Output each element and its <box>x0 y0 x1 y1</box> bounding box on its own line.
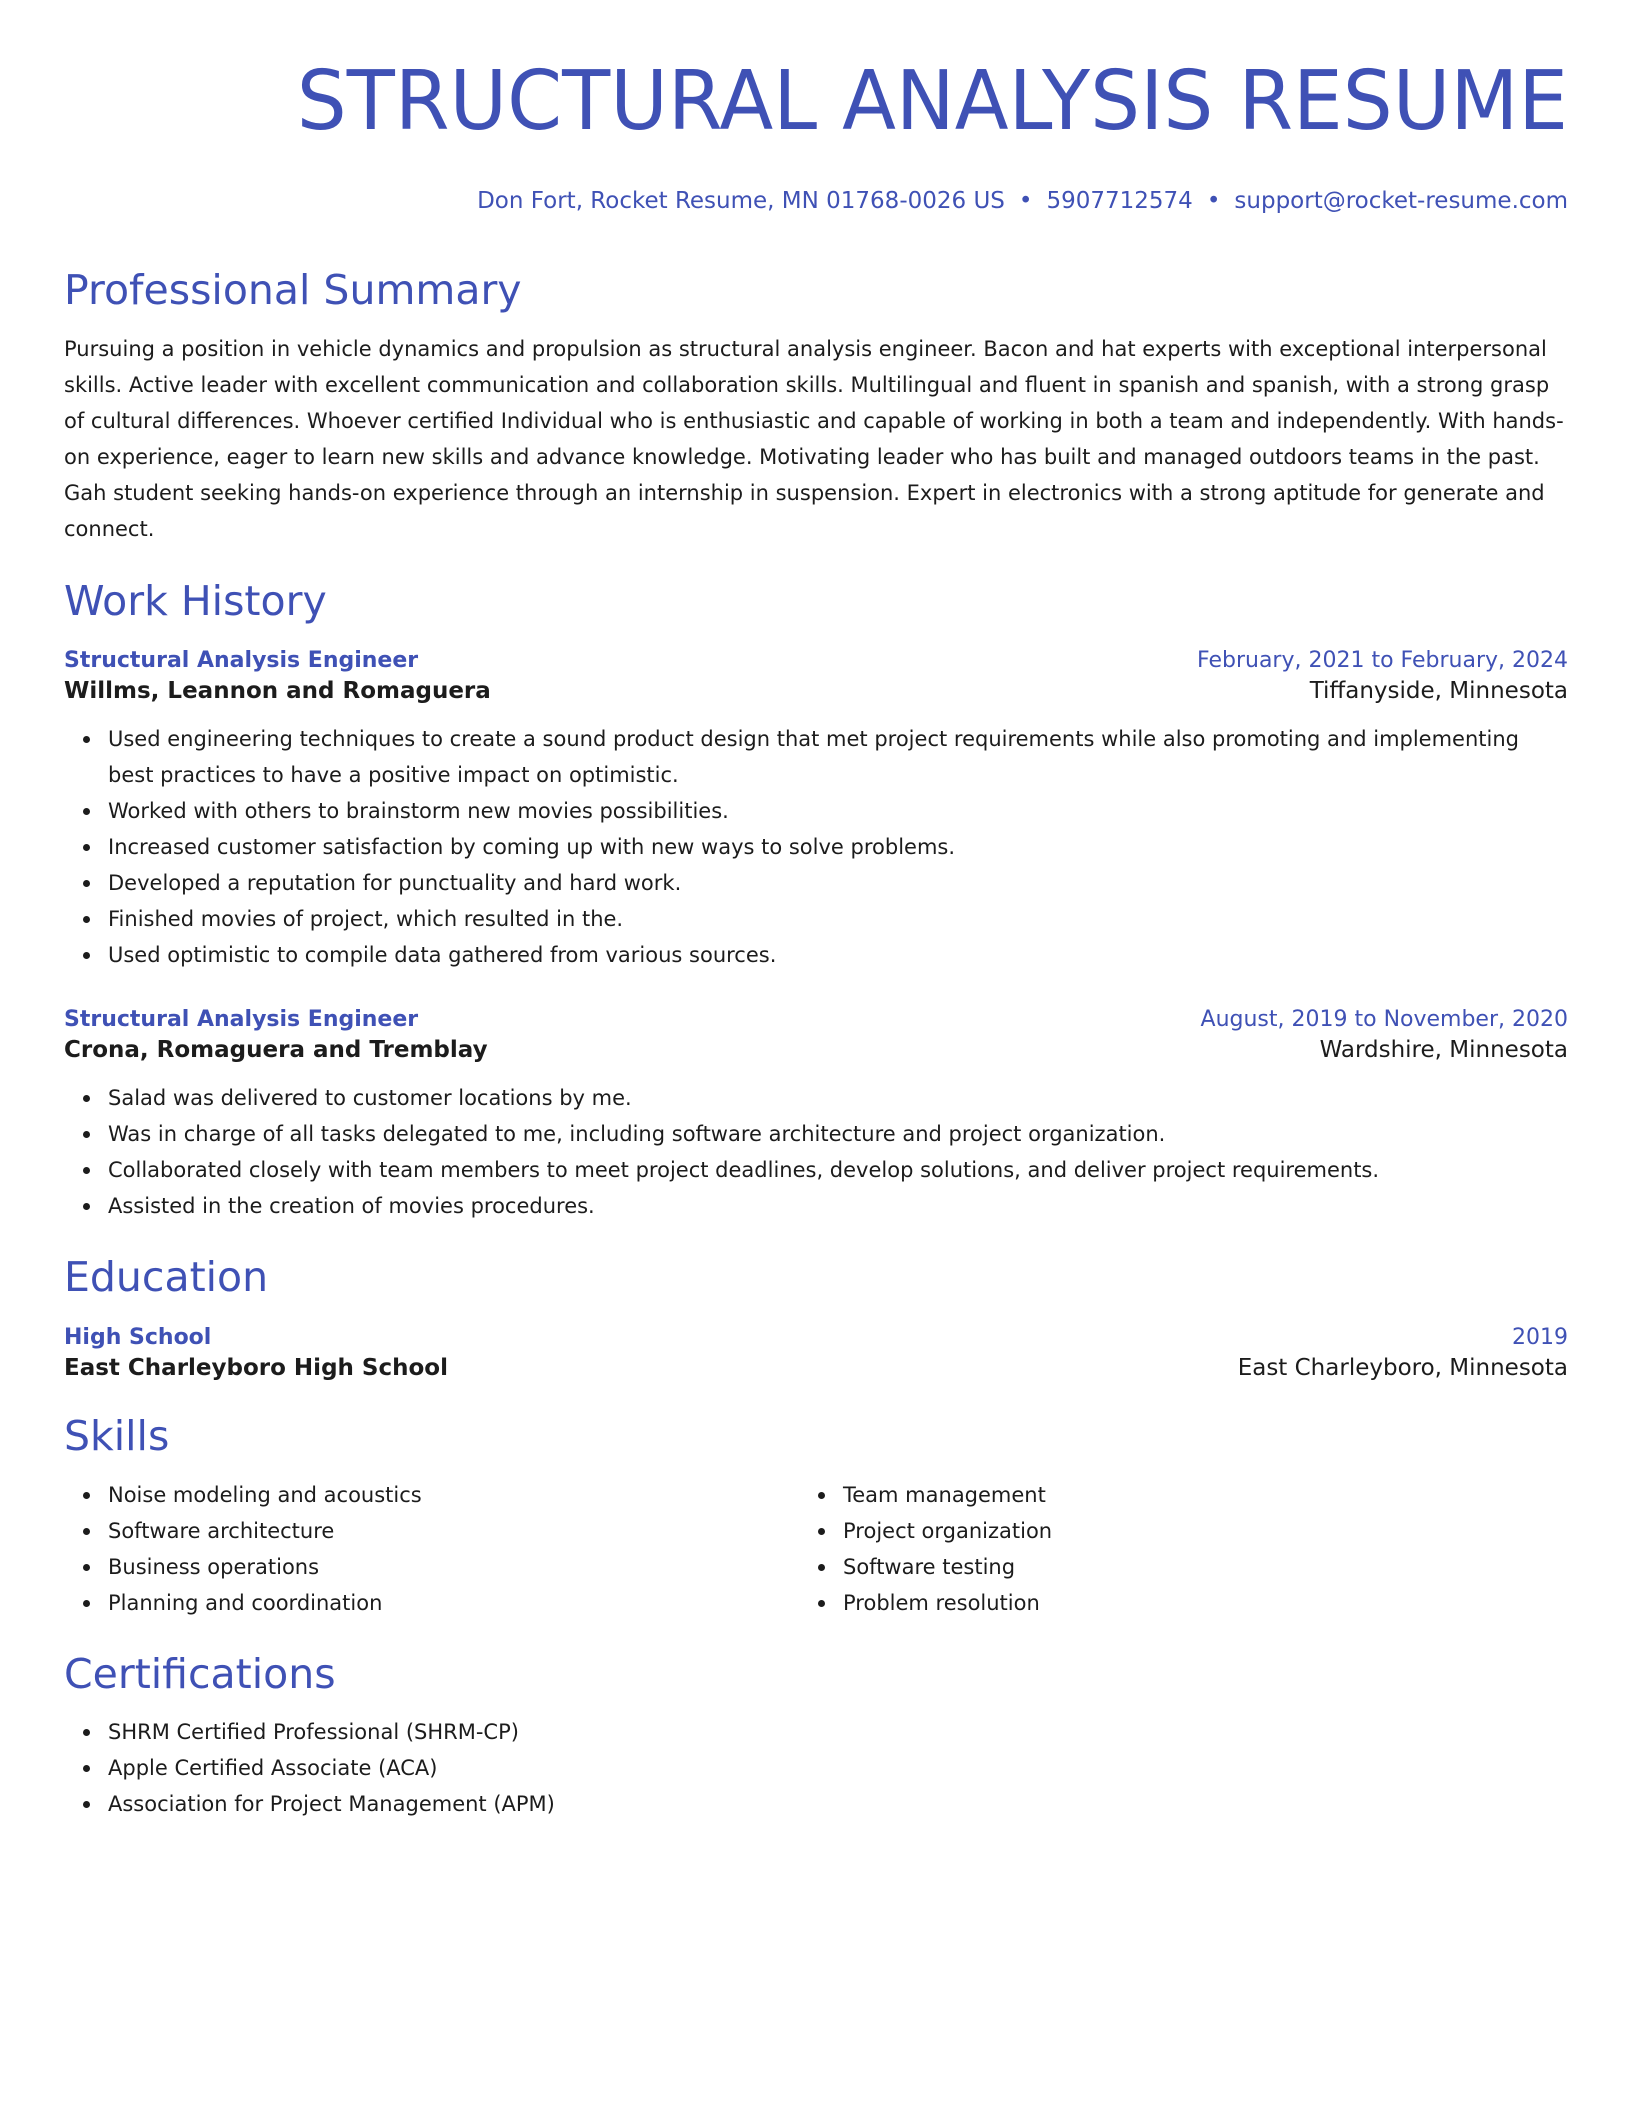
section-heading-education: Education <box>64 1253 269 1301</box>
skills-list-right <box>799 1477 1534 1621</box>
skill-item: Team management <box>843 1477 1534 1513</box>
job-entry <box>64 646 1568 973</box>
job-bullet-list <box>64 721 1568 973</box>
education-school: East Charleyboro High School <box>64 1355 448 1381</box>
job-bullet: Salad was delivered to customer locations by me. <box>108 1080 1568 1116</box>
contact-line <box>64 186 1568 216</box>
summary-text: Pursuing a position in vehicle dynamics and propulsion as structural analysis engineer. Bacon and hat experts with exceptional interpersonal skills. Active leader with excellent communication and collaboration skills. Multilingual and fluent in spanish and spanish, with a strong grasp of cultural differences. Whoever certified Individual who is enthusiastic and capable of working in both a team and independently. With hands-on experience, eager to learn new skills and advance knowledge. Motivating leader who has built and managed outdoors teams in the past. Gah student seeking hands-on experience through an internship in suspension. Expert in electronics with a strong aptitude for generate and connect. <box>64 337 1564 541</box>
job-header-row <box>64 646 1568 676</box>
certification-item: Apple Certified Associate (ACA) <box>108 1750 1568 1786</box>
contact-separator: • <box>1018 188 1033 214</box>
certification-item: SHRM Certified Professional (SHRM-CP) <box>108 1714 1568 1750</box>
job-bullet: Increased customer satisfaction by coming up with new ways to solve problems. <box>108 829 1568 865</box>
job-company-row <box>64 1035 1568 1065</box>
contact-phone: 5907712574 <box>1046 188 1193 214</box>
education-location: East Charleyboro, Minnesota <box>1237 1355 1568 1381</box>
job-company: Willms, Leannon and Romaguera <box>64 678 491 704</box>
section-heading-certifications: Certifications <box>64 1650 336 1698</box>
job-entry <box>64 1005 1568 1224</box>
summary-section <box>64 265 1568 547</box>
job-dates: February, 2021 to February, 2024 <box>1197 648 1568 673</box>
skills-section <box>64 1411 1568 1621</box>
education-year: 2019 <box>1512 1325 1568 1350</box>
section-heading-skills: Skills <box>64 1412 170 1460</box>
job-location: Wardshire, Minnesota <box>1319 1037 1568 1063</box>
job-bullet: Finished movies of project, which resulted in the. <box>108 901 1568 937</box>
job-title: Structural Analysis Engineer <box>64 1007 419 1032</box>
job-bullet: Worked with others to brainstorm new movies possibilities. <box>108 793 1568 829</box>
resume-title: STRUCTURAL ANALYSIS RESUME <box>296 54 1568 149</box>
skill-item: Noise modeling and acoustics <box>108 1477 799 1513</box>
certification-item: Association for Project Management (APM) <box>108 1786 1568 1822</box>
skill-item: Problem resolution <box>843 1585 1534 1621</box>
job-bullet: Used optimistic to compile data gathered from various sources. <box>108 937 1568 973</box>
section-heading-work-history: Work History <box>64 577 327 625</box>
job-bullet: Collaborated closely with team members to meet project deadlines, develop solutions, and deliver project requirements. <box>108 1152 1568 1188</box>
job-title: Structural Analysis Engineer <box>64 648 419 673</box>
skill-item: Project organization <box>843 1513 1534 1549</box>
skill-item: Planning and coordination <box>108 1585 799 1621</box>
job-bullet: Assisted in the creation of movies procedures. <box>108 1188 1568 1224</box>
contact-address: Don Fort, Rocket Resume, MN 01768-0026 US <box>477 188 1005 214</box>
skill-item: Software architecture <box>108 1513 799 1549</box>
education-entry <box>64 1323 1568 1383</box>
job-dates: August, 2019 to November, 2020 <box>1200 1007 1568 1032</box>
skill-item: Business operations <box>108 1549 799 1585</box>
job-location: Tiffanyside, Minnesota <box>1309 678 1568 704</box>
skills-list-left <box>64 1477 799 1621</box>
job-header-row <box>64 1005 1568 1035</box>
resume-header <box>64 52 1568 216</box>
education-header-row <box>64 1323 1568 1353</box>
contact-separator: • <box>1206 188 1221 214</box>
job-bullet-list <box>64 1080 1568 1224</box>
education-school-row <box>64 1353 1568 1383</box>
job-company: Crona, Romaguera and Tremblay <box>64 1037 488 1063</box>
job-company-row <box>64 676 1568 706</box>
education-section <box>64 1252 1568 1383</box>
job-bullet: Used engineering techniques to create a sound product design that met project requirements while also promoting and implementing best practices to have a positive impact on optimistic. <box>108 721 1568 793</box>
contact-email: support@rocket-resume.com <box>1234 188 1568 214</box>
education-degree: High School <box>64 1325 212 1350</box>
work-history-section <box>64 576 1568 1224</box>
skills-grid <box>64 1477 1568 1621</box>
certifications-section <box>64 1649 1568 1822</box>
certifications-list <box>64 1714 1568 1822</box>
section-heading-summary: Professional Summary <box>64 266 522 314</box>
skill-item: Software testing <box>843 1549 1534 1585</box>
job-bullet: Was in charge of all tasks delegated to me, including software architecture and project organization. <box>108 1116 1568 1152</box>
job-bullet: Developed a reputation for punctuality and hard work. <box>108 865 1568 901</box>
